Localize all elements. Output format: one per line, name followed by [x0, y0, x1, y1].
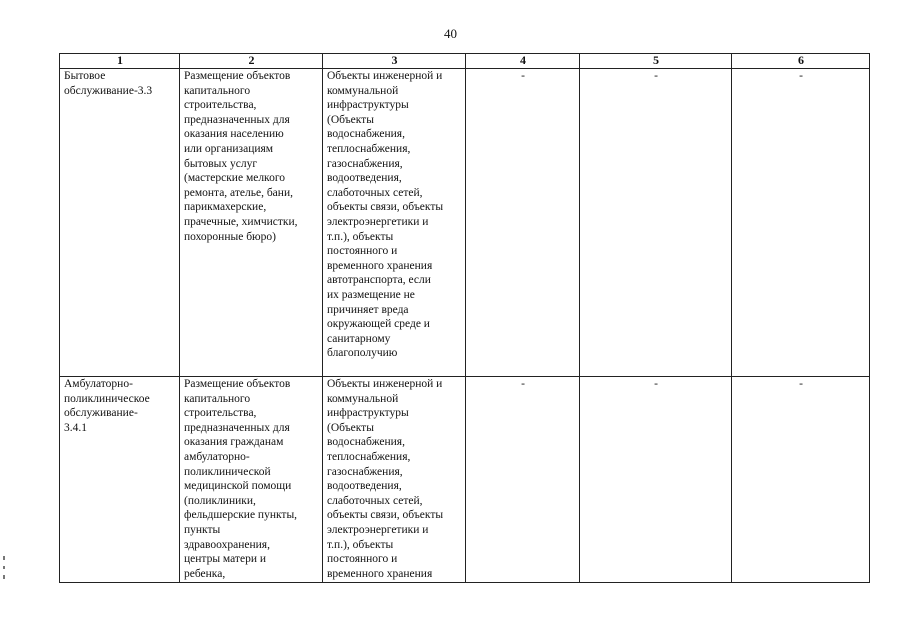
permitted-objects: Объекты инженерной и коммунальной инфраструктуры (Объекты водоснабжения, теплоснабжения, газоснабжения, водоотведения, слаботочных сетей, объекты связи, объекты электроэнергетики и т.п.), объекты постоянного и временного хранения автотранспорта, если их размещение не причиняет вреда окружающей среде и санитарному благополучию [327, 70, 444, 360]
cell-col4: - [466, 69, 580, 377]
column-header-2: 2 [180, 54, 323, 69]
use-type-name: Бытовое обслуживание-3.3 [64, 70, 153, 97]
column-header-3: 3 [323, 54, 466, 69]
cell-col5: - [580, 377, 732, 583]
table-row [60, 377, 870, 583]
scan-artifact [3, 566, 5, 569]
column-header-1: 1 [60, 54, 180, 69]
cell-col5: - [580, 69, 732, 377]
table-header-row [60, 54, 870, 69]
cell-col4: - [466, 377, 580, 583]
use-type-name: Амбулаторно- поликлиническое обслуживание- 3.4.1 [64, 378, 150, 434]
scan-artifact [3, 556, 5, 560]
land-use-table [59, 53, 870, 583]
cell-col6: - [732, 377, 870, 583]
column-header-6: 6 [732, 54, 870, 69]
page-number: 40 [444, 26, 457, 41]
permitted-objects: Объекты инженерной и коммунальной инфраструктуры (Объекты водоснабжения, теплоснабжения, газоснабжения, водоотведения, слаботочных сетей, объекты связи, объекты электроэнергетики и т.п.), объекты постоянного и временного хранения [327, 378, 444, 580]
table-row [60, 69, 870, 377]
use-type-description: Размещение объектов капитального строительства, предназначенных для оказания населению или организациям бытовых услуг (мастерские мелкого ремонта, ателье, бани, парикмахерские, прачечные, химчистки, похоронные бюро) [184, 70, 298, 243]
column-header-4: 4 [466, 54, 580, 69]
scan-artifact [3, 575, 5, 579]
use-type-description: Размещение объектов капитального строительства, предназначенных для оказания гражданам амбулаторно- поликлинической медицинской помощи (поликлиники, фельдшерские пункты, пункты здравоохранения, центры матери и ребенка, [184, 378, 298, 580]
cell-col6: - [732, 69, 870, 377]
column-header-5: 5 [580, 54, 732, 69]
